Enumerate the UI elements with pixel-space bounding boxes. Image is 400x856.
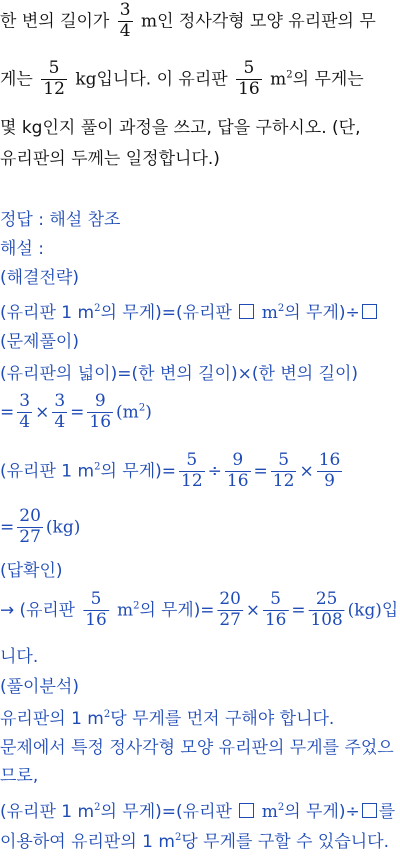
- unit-kg: kg: [75, 69, 97, 90]
- unit-text: (kg): [347, 600, 382, 621]
- strategy-formula: [0, 304, 379, 322]
- analysis-text: 를: [378, 802, 396, 822]
- fraction-9-16: $\frac{9}{16}$: [226, 450, 249, 491]
- analysis-line-2: 문제에서 특정 정사각형 모양 유리판의 무게를 주었으: [0, 738, 394, 758]
- fraction-20-27: $\frac{20}{27}$: [19, 506, 41, 547]
- formula-text: 입: [381, 600, 399, 621]
- explanation-label: 해설 :: [0, 239, 44, 259]
- problem-line-2: [0, 60, 364, 99]
- formula-text: 의 무게)=(유리판: [100, 303, 232, 323]
- times-sign: ×: [299, 461, 314, 482]
- analysis-line-4: [0, 803, 395, 821]
- problem-text: 의 무게는: [292, 69, 364, 90]
- equals-sign: =: [291, 600, 306, 621]
- superscript-2: 2: [94, 461, 101, 473]
- formula-text: (유리판 1 m: [0, 461, 95, 482]
- unit-m: m: [261, 303, 278, 323]
- superscript-2: 2: [138, 402, 146, 414]
- unit-m: m: [117, 600, 134, 621]
- unit-m: m: [140, 11, 158, 32]
- check-heading: (답확인): [0, 561, 63, 581]
- fraction-25-108: $\frac{25}{108}$: [310, 589, 343, 630]
- analysis-line-1: [0, 711, 334, 728]
- analysis-text: 유리판의 1 m: [0, 709, 104, 729]
- equals-sign: =: [253, 461, 268, 482]
- analysis-heading: (풀이분석): [0, 677, 79, 697]
- weight-result: [0, 508, 80, 547]
- formula-text: 의 무게)÷: [284, 303, 360, 323]
- area-calc: [0, 393, 152, 432]
- superscript-2: 2: [277, 802, 285, 813]
- problem-text: 입니다. 이 유리판: [96, 69, 228, 90]
- area-line: (유리판의 넓이)=(한 변의 길이)×(한 변의 길이): [0, 364, 359, 384]
- formula-text: (유리판 1 m: [0, 303, 95, 323]
- equals-sign: =: [0, 402, 15, 423]
- weight-calc: [0, 452, 345, 491]
- unit-text: (kg): [45, 517, 81, 538]
- problem-text: 인 정사각형 모양 유리판의 무: [157, 11, 376, 32]
- solve-heading: (문제풀이): [0, 332, 79, 352]
- superscript-2: 2: [103, 709, 111, 720]
- analysis-text: 당 무게를 먼저 구해야 합니다.: [110, 709, 335, 729]
- unit-m: m: [270, 69, 287, 90]
- fraction-5-12: $\frac{5}{12}$: [181, 450, 203, 491]
- problem-line-4: 유리판의 두께는 일정합니다.): [0, 149, 220, 169]
- problem-line-3: 몇 kg인지 풀이 과정을 쓰고, 답을 구하시오. (단,: [0, 118, 361, 138]
- fraction-5-12: $\frac{5}{12}$: [43, 58, 65, 99]
- fraction-3-4: $\frac{3}{4}$: [119, 0, 131, 41]
- answer-line: 정답 : 해설 참조: [0, 210, 121, 230]
- fraction-5-16: $\frac{5}{16}$: [264, 589, 287, 630]
- times-sign: ×: [245, 600, 260, 621]
- superscript-2: 2: [94, 303, 101, 314]
- formula-text: → (유리판: [0, 600, 75, 621]
- superscript-2: 2: [277, 303, 285, 314]
- fraction-3-4: $\frac{3}{4}$: [54, 391, 66, 432]
- fraction-5-12: $\frac{5}{12}$: [272, 450, 295, 491]
- superscript-2: 2: [133, 600, 140, 612]
- superscript-2: 2: [174, 832, 182, 843]
- times-sign: ×: [35, 402, 50, 423]
- formula-text: 의 무게)=: [100, 461, 177, 482]
- blank-box: [362, 803, 377, 818]
- superscript-2: 2: [286, 69, 293, 81]
- fraction-20-27: $\frac{20}{27}$: [219, 589, 241, 630]
- analysis-line-3: 므로,: [0, 766, 39, 786]
- unit-text: ): [145, 402, 152, 423]
- superscript-2: 2: [94, 802, 101, 813]
- formula-text: 의 무게)=: [139, 600, 215, 621]
- blank-box: [239, 304, 254, 319]
- equals-sign: =: [0, 517, 15, 538]
- divide-sign: ÷: [207, 461, 222, 482]
- equals-sign: =: [70, 402, 85, 423]
- blank-box: [239, 803, 254, 818]
- fraction-5-16: $\frac{5}{16}$: [85, 589, 107, 630]
- check-end: 니다.: [0, 647, 39, 667]
- problem-text: 게는: [0, 69, 33, 90]
- fraction-5-16: $\frac{5}{16}$: [238, 58, 260, 99]
- problem-line-1: [0, 2, 376, 41]
- problem-text: 한 변의 길이가: [0, 11, 110, 32]
- fraction-16-9: $\frac{16}{9}$: [318, 450, 341, 491]
- strategy-heading: (해결전략): [0, 268, 79, 288]
- analysis-line-5: [0, 834, 389, 851]
- analysis-text: 당 무게를 구할 수 있습니다.: [181, 832, 390, 852]
- unit-text: (m: [116, 402, 139, 423]
- blank-box: [362, 304, 377, 319]
- fraction-3-4: $\frac{3}{4}$: [19, 391, 31, 432]
- analysis-text: (유리판 1 m: [0, 802, 95, 822]
- analysis-text: 의 무게)=(유리판: [100, 802, 232, 822]
- fraction-9-16: $\frac{9}{16}$: [89, 391, 112, 432]
- analysis-text: 의 무게)÷: [284, 802, 360, 822]
- analysis-text: 이용하여 유리판의 1 m: [0, 832, 175, 852]
- unit-m: m: [261, 802, 278, 822]
- check-calc: [0, 591, 398, 630]
